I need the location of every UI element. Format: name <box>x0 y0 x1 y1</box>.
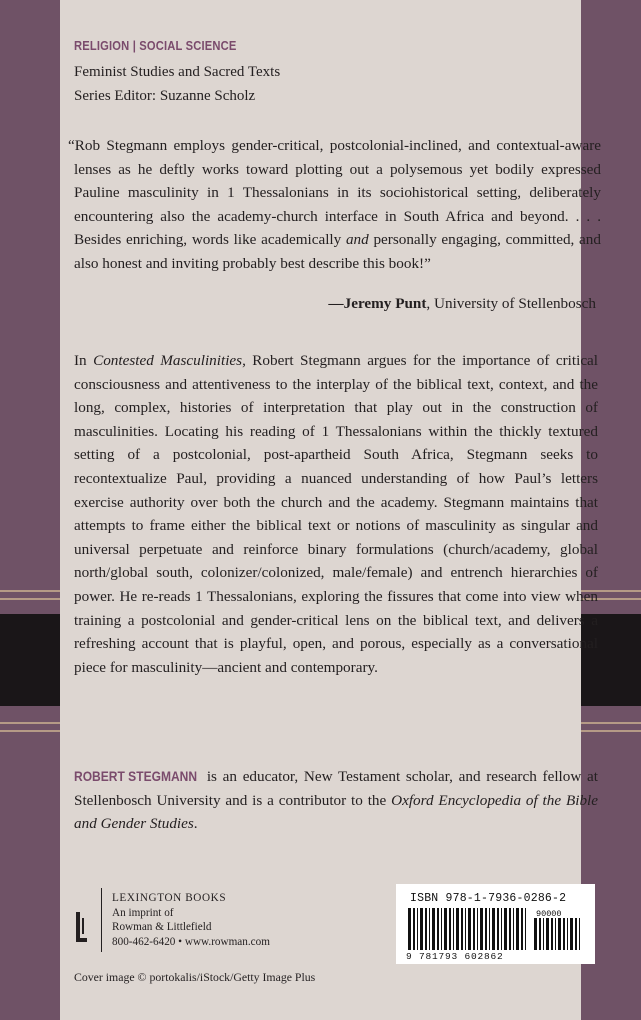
barcode-bar <box>563 918 565 950</box>
desc-body: , Robert Stegmann argues for the importance of critical consciousness and attentiveness to the interplay of the biblical text, context, and the long, complex, histories of interpretation that play out in the construction of masculinities. Locating his reading of 1 Thessalonians within the thickly textured setting of a postcolonial, post-apartheid South Africa, Stegmann seeks to recontextualize Paul, providing a nuanced understanding of how Paul’s letters exercise authority over both the church and the academy. Stegmann maintains that attempts to frame either the biblical text or notions of masculinity as singular and universal perpetuate and reinforce binary formulations (church/academy, global north/global south, colonizer/colonized, male/female) and entrench hierarchies of power. He re-reads 1 Thessalonians, exploring the fissures that come into view when training a postcolonial and gender-critical lens on the biblical text, and delivers a refreshing account that is playful, open, and porous, especially as a conversational piece for masculinity—ancient and contemporary. <box>74 352 599 676</box>
author-work: Oxford Encyclopedia of the Bible and Gender Studies <box>74 791 598 833</box>
barcode-bar <box>543 918 544 950</box>
barcode-bar <box>441 908 442 950</box>
barcode-bar <box>420 908 423 950</box>
barcode-bar <box>521 908 523 950</box>
barcode-bar <box>456 908 459 950</box>
author-bio <box>74 765 598 836</box>
barcode-bar <box>525 908 526 950</box>
barcode-bar <box>437 908 439 950</box>
price-barcode-icon <box>534 918 584 950</box>
barcode-bar <box>504 908 507 950</box>
left-band <box>0 0 60 1020</box>
barcode-bar <box>546 918 549 950</box>
barcode-bar <box>501 908 502 950</box>
book-title: Contested Masculinities <box>93 352 243 369</box>
barcode-bar <box>480 908 483 950</box>
cover-image-credit: Cover image © portokalis/iStock/Getty Image Plus <box>74 970 316 984</box>
barcode-bar <box>473 908 475 950</box>
barcode-bar <box>551 918 553 950</box>
barcode-bar <box>465 908 466 950</box>
barcode-bar <box>461 908 463 950</box>
author-text: is an educator, New Testament scholar, and research fellow at Stellenbosch University and is a contributor to the <box>74 768 598 809</box>
barcode-bar <box>516 908 519 950</box>
barcode-bar <box>492 908 495 950</box>
quote-attribution <box>60 295 596 313</box>
band-line <box>581 722 641 724</box>
barcode-bar <box>509 908 511 950</box>
series-editor: Series Editor: Suzanne Scholz <box>74 88 256 104</box>
barcode-bar <box>468 908 471 950</box>
author-end: . <box>193 815 198 833</box>
barcode-bar <box>429 908 430 950</box>
barcode-bar <box>567 918 568 950</box>
band-line <box>0 598 60 600</box>
barcode-bar <box>417 908 418 950</box>
quote-text-end: personally engaging, committed, and also honest and inviting probably best describe this book!” <box>74 231 601 272</box>
publisher-logo-icon <box>74 912 88 946</box>
barcode-bar <box>497 908 499 950</box>
desc-lead: In <box>74 352 94 369</box>
band-dark-stripe <box>0 614 60 706</box>
band-line <box>0 590 60 592</box>
price-code: 90000 <box>536 909 562 919</box>
barcode-bar <box>485 908 487 950</box>
attribution-affiliation: , University of Stellenbosch <box>426 295 596 312</box>
barcode-bar <box>579 918 580 950</box>
attribution-dash: — <box>328 295 344 312</box>
category-label: RELIGION | SOCIAL SCIENCE <box>74 38 237 53</box>
series-name: Feminist Studies and Sacred Texts <box>74 64 281 80</box>
quote-text: “Rob Stegmann employs gender-critical, postcolonial-inclined, and contextual-aware lenses as he deftly works toward plotting out a polysemous yet bodily expressed Pauline masculinity in 1 Thessalonians in its sociohistorical setting, deliberately encountering also the academy-church interface in South Africa and beyond. . . . Besides enriching, words like academically <box>68 137 601 249</box>
barcode-bar <box>539 918 541 950</box>
barcode-bar <box>513 908 514 950</box>
band-line <box>581 730 641 732</box>
ean-barcode-icon <box>408 908 528 950</box>
barcode-bar <box>534 918 537 950</box>
barcode-bar <box>408 908 411 950</box>
publisher-parent: Rowman & Littlefield <box>112 921 212 934</box>
band-line <box>0 722 60 724</box>
barcode-bar <box>555 918 556 950</box>
barcode-bar <box>489 908 490 950</box>
book-description <box>74 349 598 679</box>
band-line <box>0 730 60 732</box>
barcode-bar <box>413 908 415 950</box>
barcode-bar <box>449 908 451 950</box>
publisher-name: LEXINGTON BOOKS <box>112 892 227 904</box>
quote-italic: and <box>345 231 369 249</box>
barcode-bar <box>570 918 573 950</box>
barcode-bar <box>432 908 435 950</box>
isbn-text: ISBN 978-1-7936-0286-2 <box>410 892 567 905</box>
endorsement-quote <box>68 134 601 276</box>
publisher-contact: 800-462-6420 • www.rowman.com <box>112 935 270 948</box>
barcode-bar <box>477 908 478 950</box>
ean-digits: 9 781793 602862 <box>406 951 504 962</box>
barcode-bar <box>425 908 427 950</box>
publisher-imprint: An imprint of <box>112 906 174 919</box>
publisher-info <box>112 891 270 949</box>
barcode-bar <box>453 908 454 950</box>
publisher-divider <box>101 888 102 952</box>
barcode-bar <box>575 918 577 950</box>
attribution-name: Jeremy Punt <box>343 295 427 312</box>
barcode-box <box>396 884 595 964</box>
author-name: ROBERT STEGMANN <box>74 768 198 784</box>
barcode-bar <box>444 908 447 950</box>
barcode-bar <box>558 918 561 950</box>
